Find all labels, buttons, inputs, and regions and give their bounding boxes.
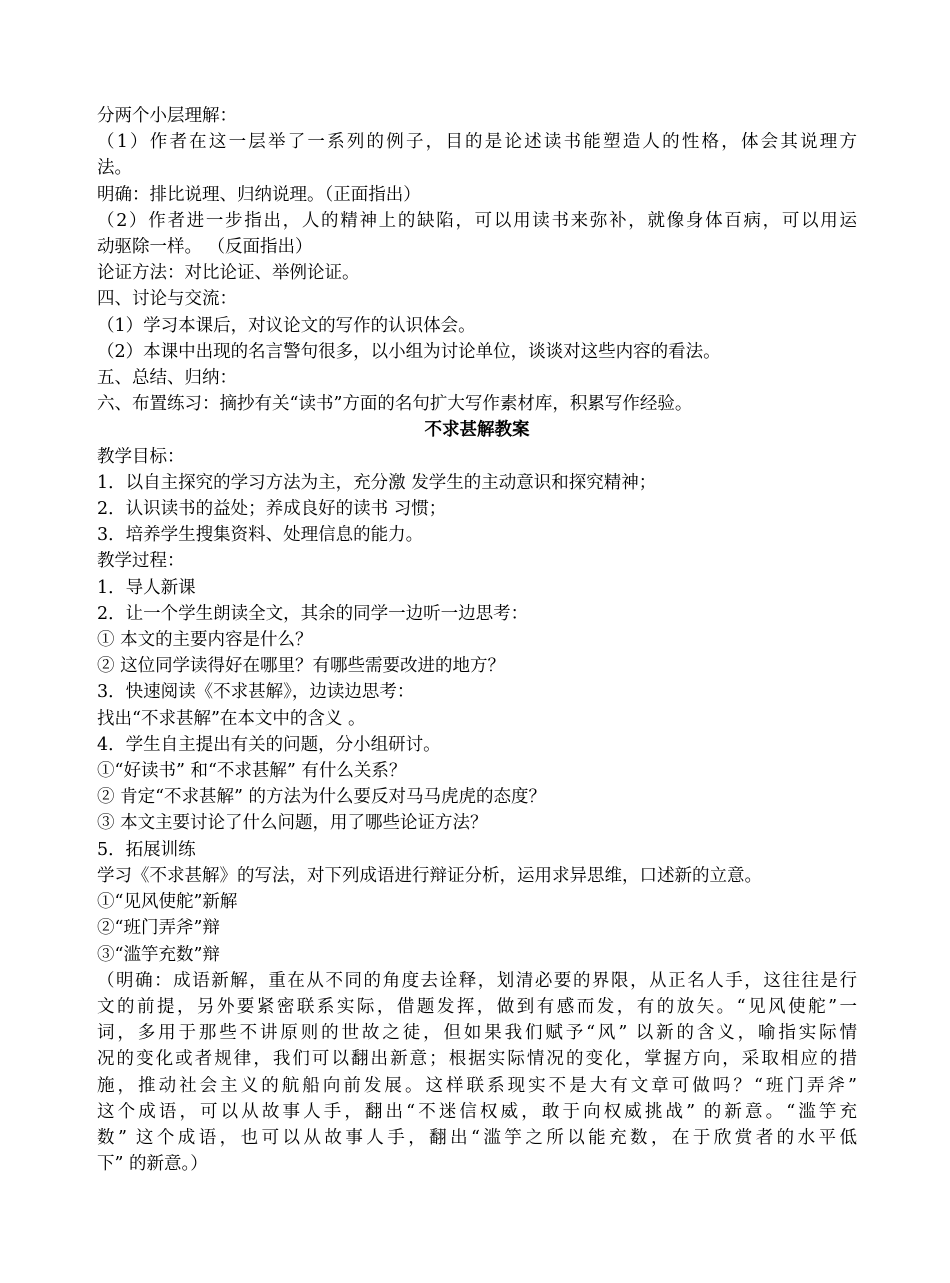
step-2: 2．让一个学生朗读全文，其余的同学一边听一边思考： [97, 603, 529, 624]
answer-paragraph [97, 968, 857, 1178]
step-5: 5．拓展训练 [97, 839, 196, 860]
goal-3: 3．培养学生搜集资料、处理信息的能力。 [97, 525, 424, 546]
step-4-question-c: ③ 本文主要讨论了什么问题，用了哪些论证方法？ [97, 813, 488, 834]
goal-1: 1．以自主探究的学习方法为主，充分激 发学生的主动意识和探究精神； [97, 472, 657, 493]
point2-line2: 动驱除一样。 （反面指出） [97, 237, 313, 258]
goal-2: 2．认识读书的益处；养成良好的读书 习惯； [97, 499, 447, 520]
idiom-3: ③“滥竽充数”辩 [97, 944, 220, 965]
heading-assignment: 六、布置练习：摘抄有关“读书”方面的名句扩大写作素材库，积累写作经验。 [97, 394, 693, 415]
document-page [97, 103, 857, 1177]
step-5-intro: 学习《不求甚解》的写法，对下列成语进行辩证分析，运用求异思维，口述新的立意。 [97, 865, 762, 886]
answer-line-7: 数” 这个成语，也可以从故事人手，翻出“滥竽之所以能充数，在于欣赏者的水平低 [97, 1127, 857, 1148]
answer-line-8: 下” 的新意。） [97, 1154, 208, 1175]
answer-line-5: 施，推动社会主义的航船向前发展。这样联系现实不是大有文章可做吗？“班门弄斧” [97, 1075, 857, 1096]
argument-method: 论证方法：对比论证、举例论证。 [97, 263, 360, 284]
step-4: 4．学生自主提出有关的问题，分小组研讨。 [97, 734, 441, 755]
process-heading: 教学过程： [97, 551, 185, 572]
answer-line-4: 况的变化或者规律，我们可以翻出新意；根据实际情况的变化，掌握方向，采取相应的措 [97, 1049, 857, 1070]
step-2-question-a: ① 本文的主要内容是什么？ [97, 630, 313, 651]
heading-summary: 五、总结、归纳： [97, 368, 237, 389]
heading-discussion: 四、讨论与交流： [97, 289, 237, 310]
step-3-task: 找出“不求甚解”在本文中的含义 。 [97, 708, 366, 729]
goals-heading: 教学目标： [97, 446, 185, 467]
answer-line-1: （明确：成语新解，重在从不同的角度去诠释，划清必要的界限，从正名人手，这往往是行 [97, 970, 857, 991]
idiom-2: ②“班门弄斧”辩 [97, 918, 220, 939]
answer-line-6: 这个成语，可以从故事人手，翻出“不迷信权威，敢于向权威挑战” 的新意。“滥竽充 [97, 1101, 857, 1122]
step-4-question-a: ①“好读书” 和“不求甚解” 有什么关系？ [97, 761, 407, 782]
discussion-question-2: （2）本课中出现的名言警句很多，以小组为讨论单位，谈谈对这些内容的看法。 [97, 341, 721, 362]
section1-intro: 分两个小层理解： [97, 106, 237, 126]
answer-line-2: 文的前提，另外要紧密联系实际，借题发挥，做到有感而发，有的放矢。“见风使舵”一 [97, 996, 857, 1017]
step-4-question-b: ② 肯定“不求甚解” 的方法为什么要反对马马虎虎的态度？ [97, 787, 547, 808]
step-3: 3．快速阅读《不求甚解》，边读边思考： [97, 682, 415, 703]
point1-line2: 法。 [97, 158, 132, 179]
point2-line1: （2）作者进一步指出，人的精神上的缺陷，可以用读书来弥补，就像身体百病，可以用运 [97, 210, 857, 231]
discussion-question-1: （1）学习本课后，对议论文的写作的认识体会。 [97, 315, 476, 336]
idiom-1: ①“见风使舵”新解 [97, 892, 238, 913]
step-2-question-b: ② 这位同学读得好在哪里？有哪些需要改进的地方？ [97, 656, 506, 677]
answer-line-3: 词，多用于那些不讲原则的世故之徒，但如果我们赋予“风” 以新的含义，喻指实际情 [97, 1023, 857, 1044]
point1-line1: （1）作者在这一层举了一系列的例子，目的是论述读书能塑造人的性格，体会其说理方 [97, 132, 857, 153]
step-1: 1．导人新课 [97, 577, 196, 598]
lesson-title: 不求甚解教案 [424, 420, 530, 441]
point1-answer: 明确：排比说理、归纳说理。（正面指出） [97, 184, 421, 205]
